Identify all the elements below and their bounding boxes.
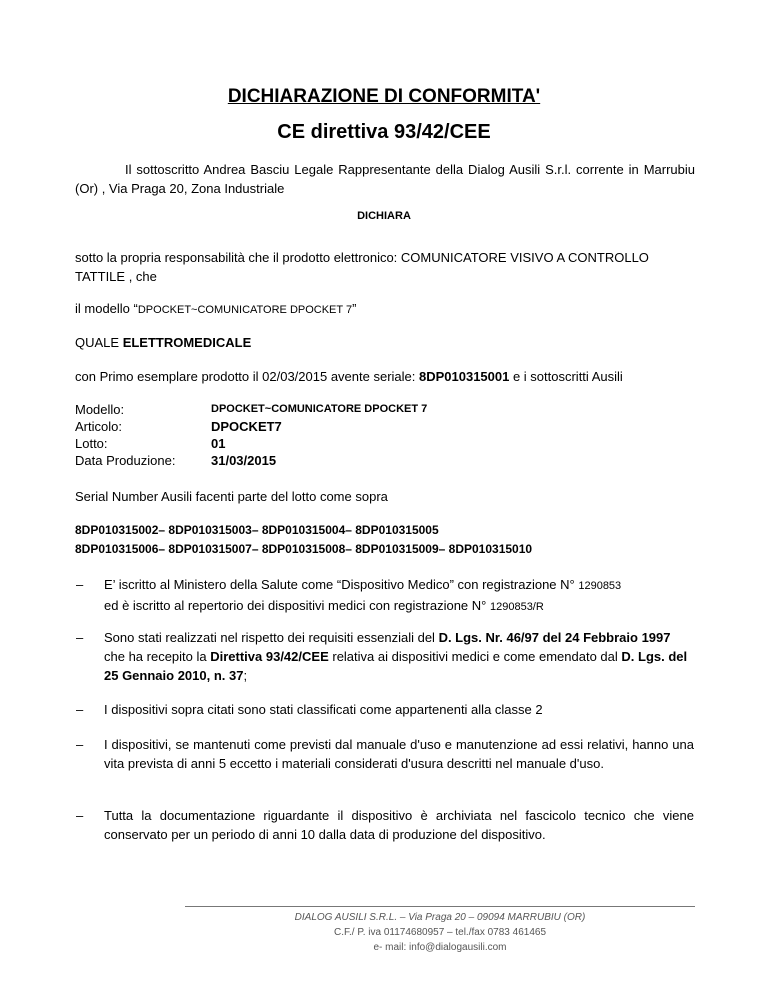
bullet-text: I dispositivi, se mantenuti come previsti dal manuale d'uso e manutenzione ad essi relativi, hanno una vita prevista di anni 5 eccetto i materiali considerati d'usura descritti nel manuale d'uso. — [104, 737, 694, 771]
product-meta-table — [75, 401, 427, 469]
bullet-text: che ha recepito la — [104, 649, 211, 664]
model-name: DPOCKET~COMUNICATORE DPOCKET 7 — [137, 304, 353, 316]
document-subtitle: CE direttiva 93/42/CEE — [277, 121, 491, 143]
responsibility-line-2: TATTILE , che — [75, 269, 157, 284]
quale-line — [75, 333, 695, 352]
bullet-dash: – — [76, 808, 84, 823]
directive-93-42: Direttiva 93/42/CEE — [210, 649, 329, 664]
responsibility-line-1: sotto la propria responsabilità che il prodotto elettronico: COMUNICATORE VISIVO A CONTROLLO — [75, 250, 649, 265]
footer-tax-phone: C.F./ P. iva 01174680957 – tel./fax 0783 461465 — [333, 927, 547, 938]
decree-46-97: D. Lgs. Nr. 46/97 del 24 Febbraio 1997 — [438, 630, 671, 645]
bullet-text: ed è iscritto al repertorio dei dispositivi medici con registrazione N° — [104, 598, 490, 613]
registration-number: 1290853 — [578, 580, 622, 592]
decree-2010: D. Lgs. del 25 Gennaio 2010, n. 37 — [104, 649, 688, 683]
bullet-requirements — [76, 628, 694, 685]
serial-intro: Serial Number Ausili facenti parte del lotto come sopra — [75, 489, 388, 504]
serial-list — [75, 521, 532, 559]
footer — [185, 910, 695, 955]
bullet-text: relativa ai dispositivi medici e come emendato dal — [328, 649, 622, 664]
meta-value: 01 — [211, 436, 226, 451]
first-unit-serial: 8DP010315001 — [418, 369, 510, 384]
meta-label: Lotto: — [75, 436, 108, 451]
document-title: DICHIARAZIONE DI CONFORMITA' — [227, 86, 541, 107]
meta-label: Modello: — [75, 402, 125, 417]
first-unit-suffix: e i sottoscritti Ausili — [509, 369, 623, 384]
quale-prefix: QUALE — [75, 335, 123, 350]
meta-row-articolo — [75, 418, 427, 435]
bullet-lifetime — [76, 735, 694, 773]
bullet-dash: – — [76, 702, 84, 717]
meta-row-modello — [75, 401, 427, 418]
bullet-registration — [76, 575, 694, 617]
serial-list-line-2: 8DP010315006– 8DP010315007– 8DP010315008– 8DP010315009– 8DP010315010 — [75, 542, 533, 556]
model-line — [75, 299, 695, 320]
footer-divider — [185, 906, 695, 907]
repertory-number: 1290853/R — [489, 601, 544, 613]
model-prefix: il modello “ — [75, 301, 138, 316]
meta-row-data-produzione — [75, 452, 427, 469]
model-suffix: ” — [352, 301, 357, 316]
meta-label: Data Produzione: — [75, 453, 176, 468]
intro-paragraph: Il sottoscritto Andrea Basciu Legale Rappresentante della Dialog Ausili S.r.l. corrente in Marrubiu (Or) , Via Praga 20, Zona Industriale — [75, 162, 695, 196]
bullet-text: Sono stati realizzati nel rispetto dei requisiti essenziali del — [104, 630, 439, 645]
meta-label: Articolo: — [75, 419, 122, 434]
bullet-dash: – — [76, 737, 84, 752]
meta-row-lotto — [75, 435, 427, 452]
quale-value: ELETTROMEDICALE — [122, 335, 252, 350]
footer-address: DIALOG AUSILI S.R.L. – Via Praga 20 – 09094 MARRUBIU (OR) — [294, 912, 586, 923]
meta-value: 31/03/2015 — [211, 453, 277, 468]
footer-email: e- mail: info@dialogausili.com — [373, 942, 507, 953]
responsibility-paragraph — [75, 248, 695, 286]
dichiara-heading: DICHIARA — [357, 210, 411, 222]
bullet-dash: – — [76, 630, 84, 645]
bullet-text: ; — [243, 668, 248, 683]
bullet-dash: – — [76, 577, 84, 592]
meta-value: DPOCKET~COMUNICATORE DPOCKET 7 — [211, 403, 428, 415]
first-unit-prefix: con Primo esemplare prodotto il 02/03/2015 avente seriale: — [75, 369, 419, 384]
serial-list-line-1: 8DP010315002– 8DP010315003– 8DP010315004– 8DP010315005 — [75, 523, 439, 537]
bullet-text: E’ iscritto al Ministero della Salute come “Dispositivo Medico” con registrazione N° — [104, 577, 579, 592]
first-unit-line — [75, 367, 695, 386]
bullet-text: Tutta la documentazione riguardante il dispositivo è archiviata nel fascicolo tecnico che viene conservato per un periodo di anni 10 dalla data di produzione del dispositivo. — [104, 808, 694, 842]
meta-value: DPOCKET7 — [211, 419, 282, 434]
bullet-documentation — [76, 806, 694, 844]
bullet-text: I dispositivi sopra citati sono stati classificati come appartenenti alla classe 2 — [104, 702, 543, 717]
bullet-classification — [76, 700, 694, 719]
